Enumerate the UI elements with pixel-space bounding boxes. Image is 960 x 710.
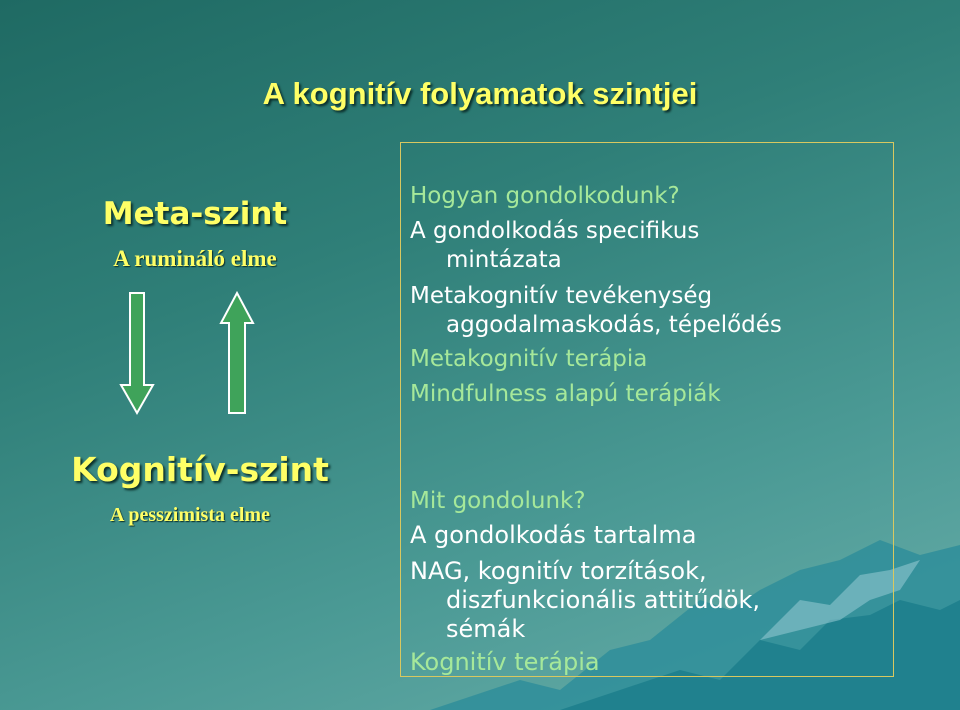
nag-line2: diszfunkcionális attitűdök, [446,586,760,614]
cognitive-level-heading: Kognitív-szint [71,450,329,489]
nag-line1: NAG, kognitív torzítások, [410,557,707,585]
meta-question: Hogyan gondolkodunk? [410,183,680,209]
cognitive-therapy: Kognitív terápia [410,648,600,676]
mindfulness-therapies: Mindfulness alapú terápiák [410,381,721,407]
cognitive-question: Mit gondolunk? [410,488,586,514]
meta-therapy: Metakognitív terápia [410,346,648,372]
meta-pattern-line1: A gondolkodás specifikus [410,218,700,244]
arrows-group [118,290,258,420]
meta-level-heading: Meta-szint [102,196,288,232]
cognitive-content: A gondolkodás tartalma [410,521,697,549]
meta-activity-line2: aggodalmaskodás, tépelődés [446,312,782,338]
nag-line3: sémák [446,615,526,643]
slide-title: A kognitív folyamatok szintjei [262,76,698,111]
meta-activity-line1: Metakognitív tevékenység [410,283,713,309]
meta-pattern-line2: mintázata [446,247,562,273]
meta-level-subtitle: A rumináló elme [113,246,277,271]
cognitive-level-subtitle: A pesszimista elme [110,504,270,526]
up-arrow-icon [221,293,253,413]
down-arrow-icon [121,293,153,413]
